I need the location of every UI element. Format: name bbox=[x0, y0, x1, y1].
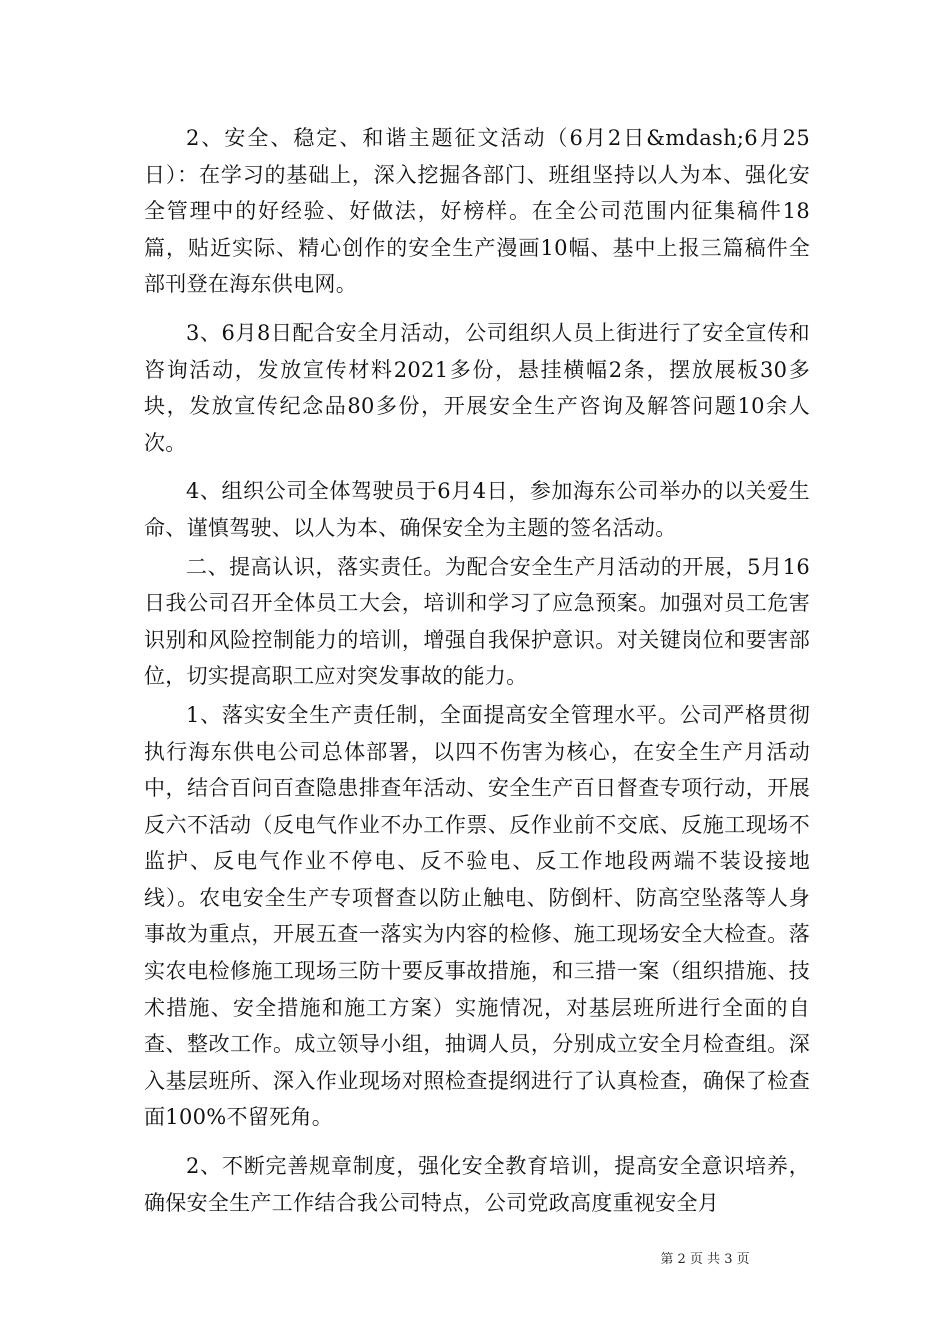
paragraph-essay-activity: 2、安全、稳定、和谐主题征文活动（6月2日&mdash;6月25日）：在学习的基础上，深入挖掘各部门、班组坚持以人为本、强化安全管理中的好经验、好做法，好榜样。在全公司范围内征集稿件18篇，贴近实际、精心创作的安全生产漫画10幅、基中上报三篇稿件全部刊登在海东供电网。 bbox=[144, 126, 810, 297]
page-footer bbox=[0, 1248, 950, 1267]
document-body bbox=[144, 120, 810, 1233]
paragraph-street-promotion: 3、6月8日配合安全月活动，公司组织人员上街进行了安全宣传和咨询活动，发放宣传材料2021多份，悬挂横幅2条，摆放展板30多块，发放宣传纪念品80多份，开展安全生产咨询及解答问题10余人次。 bbox=[144, 320, 810, 455]
paragraph-regulations: 2、不断完善规章制度，强化安全教育培训，提高安全意识培养，确保安全生产工作结合我公司特点，公司党政高度重视安全月 bbox=[144, 1154, 810, 1215]
page-number: 第 2 页 共 3 页 bbox=[660, 1252, 750, 1267]
paragraph-driver-signing: 4、组织公司全体驾驶员于6月4日，参加海东公司举办的以关爱生命、谨慎驾驶、以人为本、确保安全为主题的签名活动。 bbox=[144, 479, 810, 540]
paragraph-responsibility-system: 1、落实安全生产责任制，全面提高安全管理水平。公司严格贯彻执行海东供电公司总体部署，以四不伤害为核心，在安全生产月活动中，结合百问百查隐患排查年活动、安全生产百日督查专项行动，开展反六不活动（反电气作业不办工作票、反作业前不交底、反施工现场不监护、反电气作业不停电、反不验电、反工作地段两端不装设接地线）。农电安全生产专项督查以防止触电、防倒杆、防高空坠落等人身事故为重点，开展五查一落实为内容的检修、施工现场安全大检查。落实农电检修施工现场三防十要反事故措施，和三措一案（组织措施、技术措施、安全措施和施工方案）实施情况，对基层班所进行全面的自查、整改工作。成立领导小组，抽调人员，分别成立安全月检查组。深入基层班所、深入作业现场对照检查提纲进行了认真检查，确保了检查面100%不留死角。 bbox=[144, 702, 810, 1130]
paragraph-raise-awareness: 二、提高认识，落实责任。为配合安全生产月活动的开展，5月16日我公司召开全体员工大会，培训和学习了应急预案。加强对员工危害识别和风险控制能力的培训，增强自我保护意识。对关键岗位和要害部位，切实提高职工应对突发事故的能力。 bbox=[144, 554, 810, 689]
